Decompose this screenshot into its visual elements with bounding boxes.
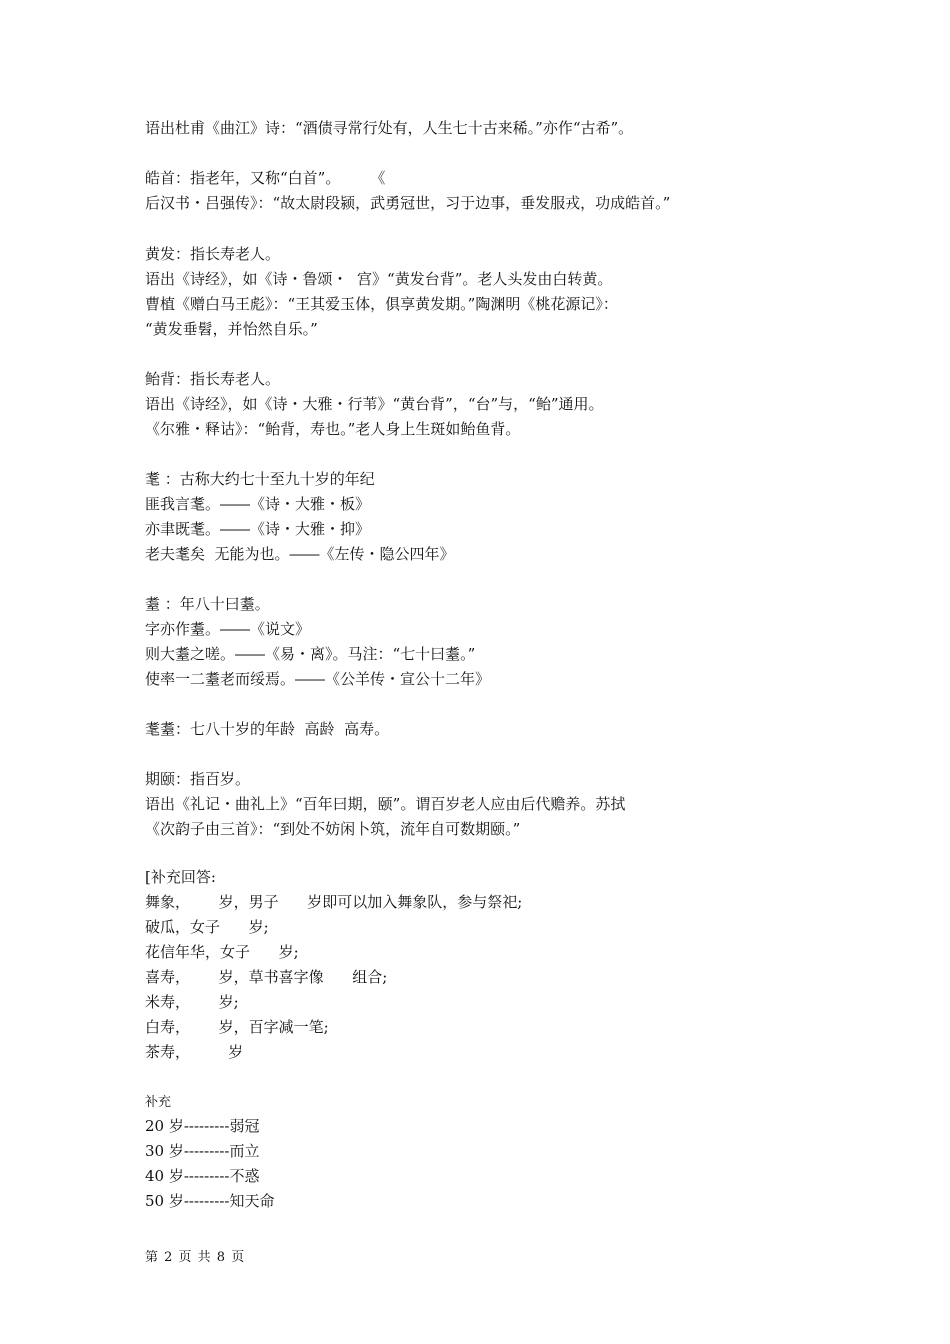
text-line: 鲐背：指长寿老人。 <box>145 370 281 388</box>
text-line: 匪我言耄。――《诗・大雅・板》 <box>145 495 371 513</box>
text-line: 补充 <box>145 1095 172 1110</box>
text-line: 舞象， 岁，男子 岁即可以加入舞象队，参与祭祀; <box>145 893 523 911</box>
text-line: 则大耋之嗟。――《易・离》。马注：“七十曰耋。” <box>145 645 476 663</box>
text-line: 语出杜甫《曲江》诗：“酒债寻常行处有，人生七十古来稀。”亦作“古希”。 <box>145 119 634 137</box>
text-line: 老夫耄矣 无能为也。――《左传・隐公四年》 <box>145 545 455 563</box>
text-line: [补充回答: <box>145 868 216 886</box>
text-line: 亦聿既耄。――《诗・大雅・抑》 <box>145 520 371 538</box>
text-line: 语出《礼记・曲礼上》“百年曰期，颐”。谓百岁老人应由后代赡养。苏拭 <box>145 795 626 813</box>
text-line: 耄 ：古称大约七十至九十岁的年纪 <box>145 470 375 488</box>
text-line: 字亦作耋。――《说文》 <box>145 620 311 638</box>
text-line: 20 岁---------弱冠 <box>145 1117 260 1135</box>
text-line: 《尔雅・释诂》：“鲐背，寿也。”老人身上生斑如鲐鱼背。 <box>145 420 521 438</box>
text-line: 破瓜，女子 岁; <box>145 918 269 936</box>
text-line: 期颐：指百岁。 <box>145 770 251 788</box>
text-line: 语出《诗经》，如《诗・大雅・行苇》“黄台背”，“台”与，“鲐”通用。 <box>145 395 604 413</box>
text-line: 40 岁---------不惑 <box>145 1167 260 1185</box>
text-line: 《次韵子由三首》：“到处不妨闲卜筑，流年自可数期颐。” <box>145 820 521 838</box>
text-line: 米寿， 岁; <box>145 993 239 1011</box>
text-line: 后汉书・吕强传》：“故太尉段颍，武勇冠世，习于边事，垂发服戎，功成皓首。” <box>145 194 671 212</box>
text-line: 茶寿， 岁 <box>145 1043 244 1061</box>
text-line: 黄发：指长寿老人。 <box>145 245 281 263</box>
text-line: 花信年华，女子 岁; <box>145 943 299 961</box>
text-line: 语出《诗经》，如《诗・鲁颂・ 宫》“黄发台背”。老人头发由白转黄。 <box>145 270 613 288</box>
text-line: 曹植《赠白马王彪》：“王其爱玉体，俱享黄发期。”陶渊明《桃花源记》： <box>145 295 618 313</box>
text-line: 耄耋：七八十岁的年龄 高龄 高寿。 <box>145 720 390 738</box>
text-line: 50 岁---------知天命 <box>145 1192 275 1210</box>
text-line: 30 岁---------而立 <box>145 1142 260 1160</box>
text-line: 使率一二耋老而绥焉。――《公羊传・宣公十二年》 <box>145 670 491 688</box>
text-line: “黄发垂髫，并怡然自乐。” <box>145 320 318 338</box>
text-line: 皓首：指老年，又称“白首”。 《 <box>145 169 386 187</box>
text-line: 白寿， 岁，百字减一笔; <box>145 1018 329 1036</box>
page-footer: 第 2 页 共 8 页 <box>145 1250 246 1265</box>
text-line: 耋 ：年八十曰耋。 <box>145 595 270 613</box>
text-line: 喜寿， 岁，草书喜字像 组合; <box>145 968 388 986</box>
